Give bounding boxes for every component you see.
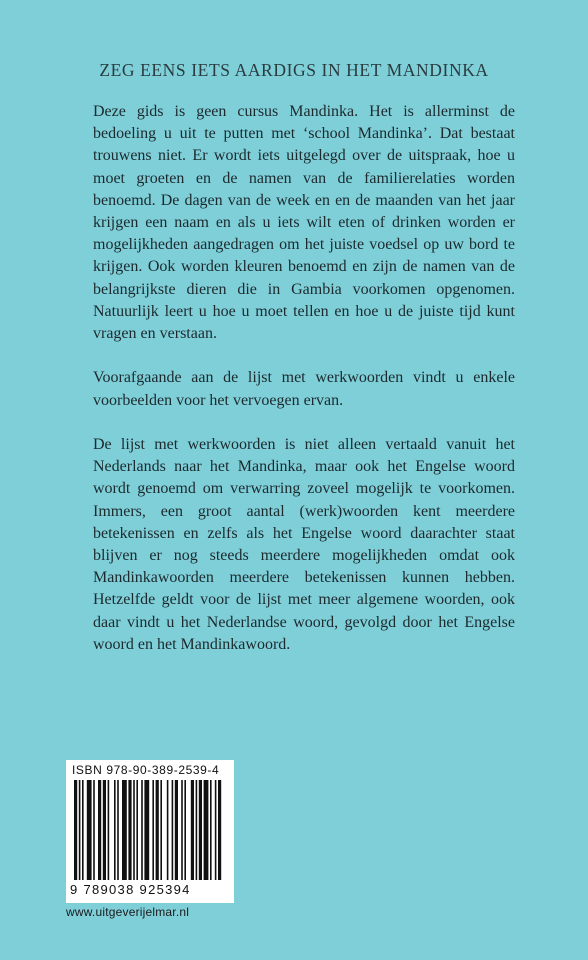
book-title: ZEG EENS IETS AARDIGS IN HET MANDINKA bbox=[99, 60, 489, 80]
barcode-bar bbox=[133, 780, 135, 880]
barcode-bar bbox=[210, 780, 212, 880]
barcode-bar bbox=[87, 780, 92, 880]
barcode-bar bbox=[191, 780, 194, 880]
barcode-bar bbox=[117, 780, 119, 880]
barcode-bar bbox=[167, 780, 169, 880]
barcode-bar bbox=[141, 780, 143, 880]
barcode-bar bbox=[82, 780, 84, 880]
barcode-bar bbox=[152, 780, 154, 880]
barcode-bar bbox=[103, 780, 106, 880]
barcode-bar bbox=[204, 780, 209, 880]
barcode-bar bbox=[144, 780, 149, 880]
barcode-bar bbox=[196, 780, 198, 880]
barcode-bar bbox=[199, 780, 202, 880]
barcode-digits: 9 789038 925394 bbox=[70, 882, 191, 897]
barcode-bar bbox=[74, 780, 77, 880]
barcode-bar bbox=[114, 780, 116, 880]
barcode-bar bbox=[128, 780, 131, 880]
blurb-text bbox=[93, 101, 515, 678]
barcode-bar bbox=[122, 780, 127, 880]
barcode-bar bbox=[160, 780, 162, 880]
barcode-bar bbox=[215, 780, 217, 880]
barcode-bar bbox=[181, 780, 183, 880]
publisher-website: www.uitgeverijelmar.nl bbox=[66, 905, 190, 919]
barcode-bar bbox=[98, 780, 101, 880]
barcode-bar bbox=[108, 780, 110, 880]
blurb-paragraph-2: Voorafgaande aan de lijst met werkwoorden vindt u enkele voorbeelden voor het vervoegen ervan. bbox=[93, 369, 515, 409]
barcode-bars bbox=[74, 780, 226, 882]
isbn-label: ISBN 978-90-389-2539-4 bbox=[72, 763, 220, 777]
barcode-bar bbox=[172, 780, 174, 880]
blurb-paragraph-3: De lijst met werkwoorden is niet alleen vertaald vanuit het Nederlands naar het Mandinka, maar ook het Engelse woord wordt genoemd om verwarring zoveel mogelijk te voorkomen. Immers, een groot aantal (werk)woorden kent meerdere betekenissen en zelfs als het Engelse woord daarachter staat blijven er nog steeds meerdere mogelijkheden omdat ook Mandinkawoorden meerdere betekenissen kunnen hebben. Hetzelfde geldt voor de lijst met meer algemene woorden, ook daar vindt u het Nederlandse woord, gevolgd door het Engelse woord en het Mandinkawoord. bbox=[93, 436, 515, 653]
blurb-paragraph-1: Deze gids is geen cursus Mandinka. Het is allerminst de bedoeling u uit te putten met ‘school Mandinka’. Dat bestaat trouwens niet. Er wordt iets uitgelegd over de uitspraak, hoe u moet groeten en de namen van de familierelaties worden benoemd. De dagen van de week en en de maanden van het jaar krijgen een naam en als u iets wilt eten of drinken worden er mogelijkheden aangedragen om het juiste voedsel op uw bord te krijgen. Ook worden kleuren benoemd en zijn de namen van de belangrijkste dieren die in Gambia voorkomen opgenomen. Natuurlijk leert u hoe u moet tellen en hoe u de juiste tijd kunt vragen en verstaan. bbox=[93, 103, 515, 343]
barcode-bar bbox=[136, 780, 138, 880]
barcode-bar bbox=[218, 780, 221, 880]
barcode-bar bbox=[93, 780, 95, 880]
barcode-bar bbox=[175, 780, 178, 880]
barcode-bar bbox=[156, 780, 159, 880]
barcode bbox=[66, 760, 234, 903]
barcode-bar bbox=[184, 780, 186, 880]
barcode-bar bbox=[79, 780, 81, 880]
